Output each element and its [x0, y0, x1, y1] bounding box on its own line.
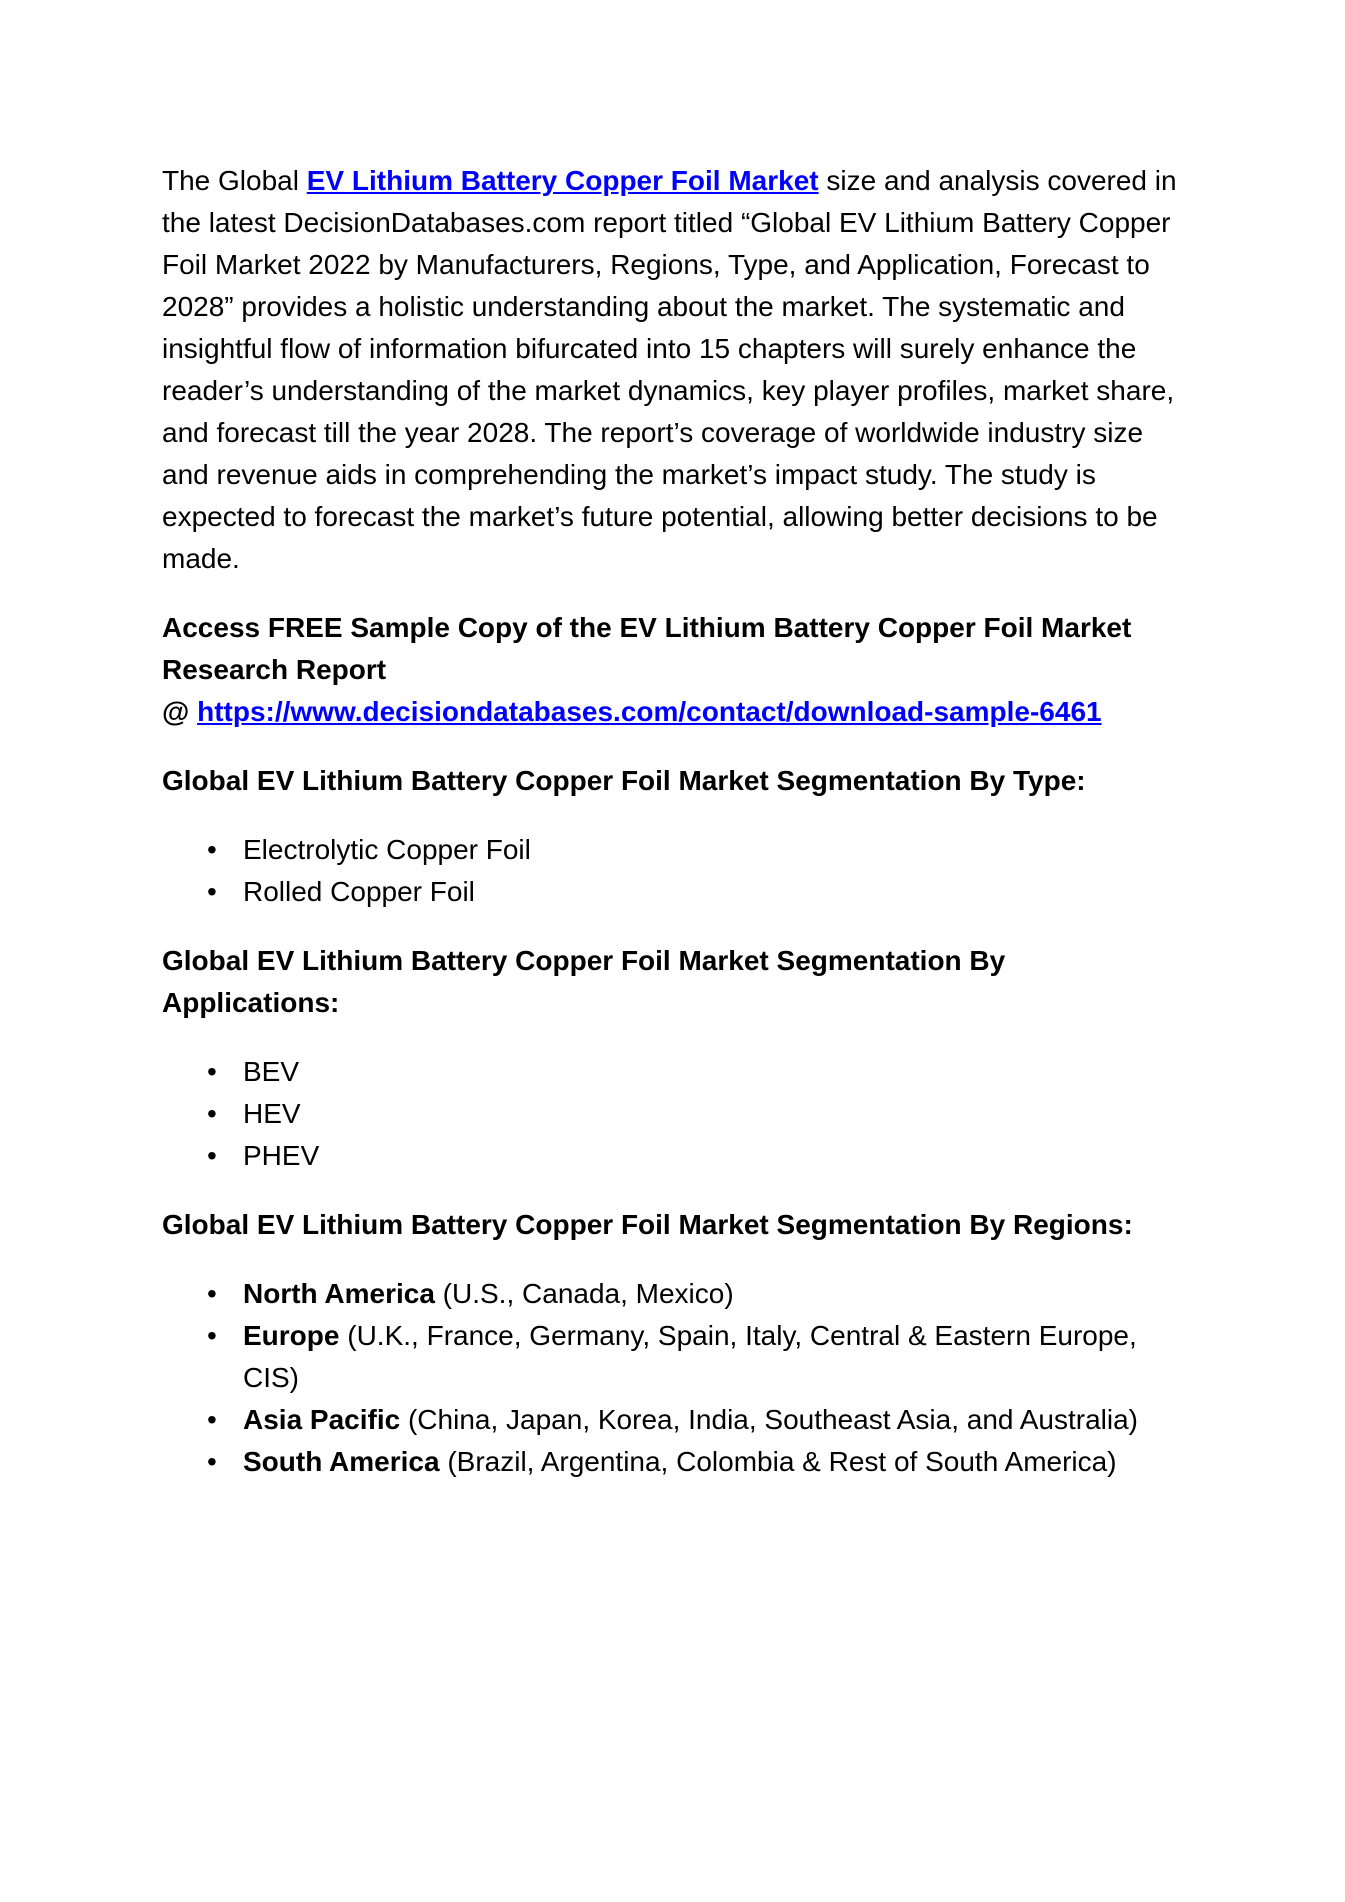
list-item: • BEV — [243, 1051, 1185, 1093]
at-symbol: @ — [162, 696, 198, 727]
region-name: South America — [243, 1446, 440, 1477]
list-item — [243, 1273, 1185, 1315]
region-detail: (Brazil, Argentina, Colombia & Rest of South America) — [439, 1446, 1117, 1477]
region-name: North America — [243, 1278, 435, 1309]
intro-prefix: The Global — [162, 165, 307, 196]
list-item — [243, 1399, 1185, 1441]
list-item: • HEV — [243, 1093, 1185, 1135]
list-item: • Electrolytic Copper Foil — [243, 829, 1185, 871]
segmentation-applications-list — [162, 1051, 1185, 1177]
list-item — [243, 1441, 1185, 1483]
segmentation-regions-list — [162, 1273, 1185, 1483]
intro-paragraph — [162, 160, 1185, 580]
segmentation-regions-heading: Global EV Lithium Battery Copper Foil Market Segmentation By Regions: — [162, 1209, 1133, 1240]
sample-copy-heading: Access FREE Sample Copy of the EV Lithium Battery Copper Foil Market Research Report — [162, 612, 1132, 685]
list-item: • PHEV — [243, 1135, 1185, 1177]
region-detail: (China, Japan, Korea, India, Southeast Asia, and Australia) — [400, 1404, 1138, 1435]
market-report-link[interactable]: EV Lithium Battery Copper Foil Market — [306, 165, 819, 196]
sample-copy-block — [162, 607, 1185, 733]
intro-body: size and analysis covered in the latest DecisionDatabases.com report titled “Global EV Lithium Battery Copper Foil Market 2022 by Manufacturers, Regions, Type, and Application, Forecast to 2028” provides a holistic understanding about the market. The systematic and insightful flow of information bifurcated into 15 chapters will surely enhance the reader’s understanding of the market dynamics, key player profiles, market share, and forecast till the year 2028. The report’s coverage of worldwide industry size and revenue aids in comprehending the market’s impact study. The study is expected to forecast the market’s future potential, allowing better decisions to be made. — [162, 165, 1177, 574]
region-name: Asia Pacific — [243, 1404, 401, 1435]
segmentation-applications-heading: Global EV Lithium Battery Copper Foil Market Segmentation By Applications: — [162, 945, 1006, 1018]
segmentation-type-heading: Global EV Lithium Battery Copper Foil Market Segmentation By Type: — [162, 765, 1086, 796]
download-sample-link[interactable]: https://www.decisiondatabases.com/contact/download-sample-6461 — [197, 696, 1102, 727]
region-detail: (U.K., France, Germany, Spain, Italy, Central & Eastern Europe, CIS) — [243, 1320, 1137, 1393]
region-name: Europe — [243, 1320, 340, 1351]
segmentation-type-list — [162, 829, 1185, 913]
region-detail: (U.S., Canada, Mexico) — [434, 1278, 734, 1309]
list-item: • Rolled Copper Foil — [243, 871, 1185, 913]
list-item — [243, 1315, 1185, 1399]
